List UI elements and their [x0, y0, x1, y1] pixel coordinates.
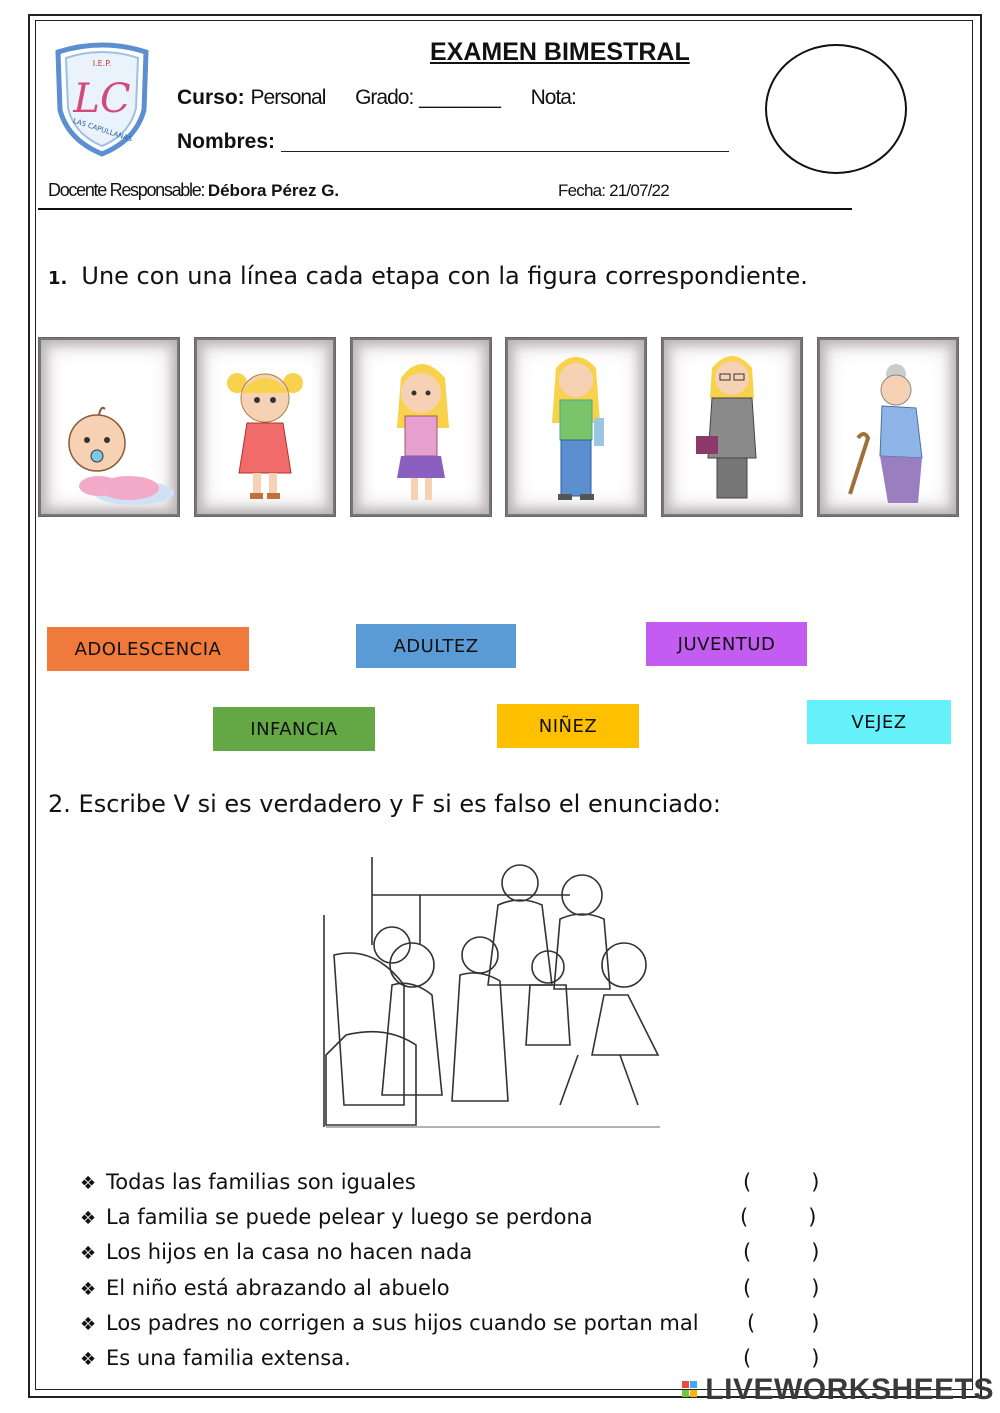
statement-1: ❖ Todas las familias son iguales [80, 1170, 416, 1194]
header-divider [38, 208, 852, 210]
names-label: Nombres: [177, 130, 276, 153]
paren-open: ( [747, 1311, 756, 1335]
image-elderly-woman[interactable] [817, 337, 959, 517]
tag-vejez[interactable] [807, 700, 951, 744]
tag-adolescencia-label: ADOLESCENCIA [74, 638, 222, 660]
paren-close: ) [811, 1346, 820, 1370]
question-1 [48, 262, 808, 290]
paren-open: ( [743, 1170, 752, 1194]
svg-text:LC: LC [73, 76, 131, 122]
names-row [177, 130, 729, 154]
image-girl[interactable] [194, 337, 336, 517]
image-young-woman[interactable] [505, 337, 647, 517]
grade-label: Grado: [355, 86, 414, 109]
paren-close: ) [811, 1170, 820, 1194]
statement-5: ❖ Los padres no corrigen a sus hijos cuando se portan mal [80, 1311, 699, 1335]
svg-text:LAS CAPULLANAS: LAS CAPULLANAS [72, 116, 134, 144]
teacher-row [48, 180, 339, 201]
course-row [177, 86, 576, 110]
paren-close: ) [811, 1240, 820, 1264]
statement-1-text: Todas las familias son iguales [106, 1170, 416, 1194]
answer-box-3[interactable] [743, 1240, 819, 1264]
statement-4: ❖ El niño está abrazando al abuelo [80, 1276, 450, 1300]
paren-close: ) [808, 1205, 817, 1229]
watermark-text: LIVEWORKSHEETS [705, 1373, 994, 1406]
statement-6: ❖ Es una familia extensa. [80, 1346, 351, 1370]
tag-ninez[interactable] [497, 704, 639, 748]
statement-2-text: La familia se puede pelear y luego se perdona [106, 1205, 593, 1229]
paren-close: ) [811, 1276, 820, 1300]
tag-juventud[interactable] [646, 622, 807, 666]
family-illustration [320, 855, 665, 1130]
course-label: Curso: [177, 86, 245, 109]
teacher-name: Débora Pérez G. [207, 181, 340, 200]
paren-open: ( [743, 1346, 752, 1370]
statement-3-text: Los hijos en la casa no hacen nada [106, 1240, 473, 1264]
names-field[interactable] [281, 131, 729, 152]
answer-box-2[interactable] [740, 1205, 816, 1229]
grade-blank[interactable]: _______ [419, 86, 501, 109]
statement-5-text: Los padres no corrigen a sus hijos cuando se portan mal [106, 1311, 699, 1335]
grade-circle[interactable] [765, 44, 907, 174]
paren-open: ( [743, 1276, 752, 1300]
question-1-text: Une con una línea cada etapa con la figura correspondiente. [81, 262, 808, 290]
tag-ninez-label: NIÑEZ [538, 715, 598, 737]
liveworksheets-logo-icon [681, 1378, 705, 1402]
statement-4-text: El niño está abrazando al abuelo [106, 1276, 450, 1300]
statement-2: ❖ La familia se puede pelear y luego se perdona [80, 1205, 593, 1229]
note-label: Nota: [530, 86, 576, 109]
question-2-text: 2. Escribe V si es verdadero y F si es falso el enunciado: [48, 790, 721, 818]
paren-open: ( [740, 1205, 749, 1229]
date: Fecha: 21/07/22 [558, 181, 669, 200]
course-value: Personal [250, 86, 326, 109]
question-1-number: 1. [48, 268, 68, 289]
paren-open: ( [743, 1240, 752, 1264]
tag-juventud-label: JUVENTUD [677, 633, 776, 655]
tag-adolescencia[interactable] [47, 627, 249, 671]
tag-vejez-label: VEJEZ [851, 711, 907, 733]
statement-3: ❖ Los hijos en la casa no hacen nada [80, 1240, 473, 1264]
liveworksheets-watermark [681, 1373, 994, 1407]
teacher-label: Docente Responsable: [48, 180, 205, 200]
tag-infancia-label: INFANCIA [250, 718, 338, 740]
tag-adultez[interactable] [356, 624, 516, 668]
answer-box-5[interactable] [747, 1311, 819, 1335]
logo-top-text: I.E.P. [92, 59, 112, 68]
tag-infancia[interactable] [213, 707, 375, 751]
exam-title: EXAMEN BIMESTRAL [430, 38, 690, 66]
answer-box-4[interactable] [743, 1276, 819, 1300]
tag-adultez-label: ADULTEZ [393, 635, 479, 657]
answer-box-1[interactable] [743, 1170, 819, 1194]
statement-6-text: Es una familia extensa. [106, 1346, 351, 1370]
image-adult-woman[interactable] [661, 337, 803, 517]
image-baby[interactable] [38, 337, 180, 517]
answer-box-6[interactable] [743, 1346, 819, 1370]
school-logo [50, 40, 154, 158]
image-teen[interactable] [350, 337, 492, 517]
paren-close: ) [811, 1311, 820, 1335]
